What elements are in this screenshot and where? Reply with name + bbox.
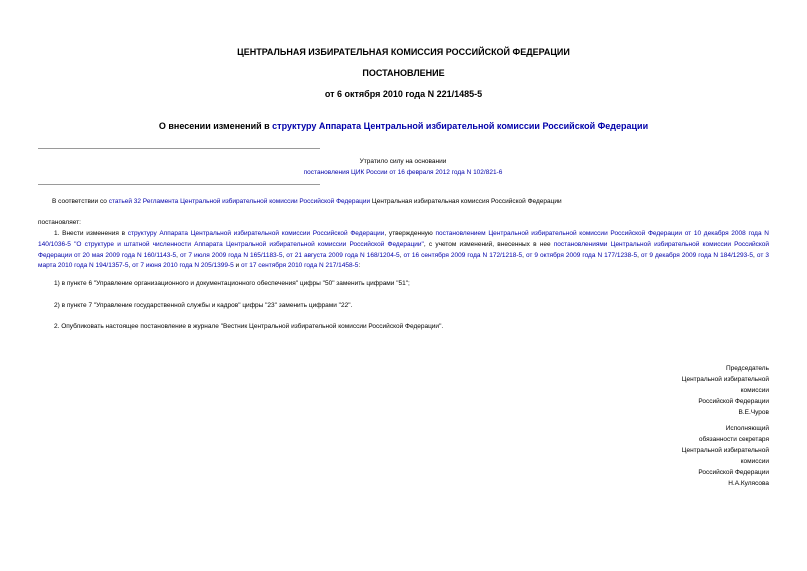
- resolution-172-link[interactable]: от 16 сентября 2009 года N 172/1218-5: [403, 251, 523, 259]
- resolution-140-link[interactable]: постановлением Центральной избирательной комиссии Российской Федерации от 10 декабря 2008 года N 140/1036-5 "О структуре и штатной численности Аппарата Центральной избирательной комиссии Российской Федерации": [38, 230, 769, 248]
- signature-line: комиссии: [740, 387, 769, 394]
- resolution-160-link[interactable]: постановлениями Центральной избирательной комиссии Российской Федерации от 20 мая 2009 года N 160/1143-5: [38, 240, 769, 259]
- lost-force-note: [300, 156, 506, 178]
- resolution-184-link[interactable]: от 9 декабря 2009 года N 184/1293-5: [640, 251, 754, 259]
- item-1-text: , с учетом изменений, внесенных в нее: [423, 240, 554, 248]
- title-structure-link[interactable]: структуру Аппарата Центральной избирательной комиссии Российской Федерации: [272, 121, 649, 131]
- resolves-label: постановляет:: [38, 219, 81, 226]
- item-1-text: ,: [399, 251, 404, 259]
- document-date-number: от 6 октября 2010 года N 221/1485-5: [324, 89, 483, 99]
- item-1-text: 1. Внести изменения в: [54, 230, 128, 237]
- item-1-text: , утвержденную: [384, 230, 436, 237]
- structure-link[interactable]: структуру Аппарата Центральной избирательной комиссии Российской Федерации: [127, 230, 385, 237]
- bottom-divider: [38, 184, 320, 185]
- title-prefix: О внесении изменений в: [158, 121, 273, 131]
- item-1-text: и: [233, 262, 241, 270]
- item-1-text: ,: [522, 251, 526, 259]
- commission-name: ЦЕНТРАЛЬНАЯ ИЗБИРАТЕЛЬНАЯ КОМИССИЯ РОССИЙСКОЙ ФЕДЕРАЦИИ: [237, 47, 570, 57]
- sub-item-2: 2) в пункте 7 "Управление государственной службы и кадров" цифры "23" заменить цифрами "22".: [54, 302, 353, 309]
- signature-line: Н.А.Кулясова: [728, 480, 769, 487]
- resolution-194-link[interactable]: от 3 марта 2010 года N 194/1357-5: [38, 251, 769, 270]
- signature-line: В.Е.Чуров: [738, 409, 769, 416]
- signature-chairman: [609, 363, 769, 418]
- item-1-text: ,: [128, 262, 133, 270]
- signature-line: Российской Федерации: [698, 469, 769, 476]
- item-1-text: ,: [176, 251, 180, 259]
- resolution-205-link[interactable]: от 7 июня 2010 года N 205/1399-5: [132, 262, 234, 270]
- lost-force-link[interactable]: постановления ЦИК России от 16 февраля 2012 года N 102/821-6: [303, 169, 503, 176]
- signature-line: Исполняющий: [725, 425, 769, 432]
- preamble: [52, 197, 772, 208]
- preamble-text-end: Центральная избирательная комиссия Российской Федерации: [370, 198, 562, 205]
- signature-line: Центральной избирательной: [681, 376, 769, 383]
- signature-line: обязанности секретаря: [698, 436, 769, 443]
- document-title: [0, 121, 807, 132]
- signature-line: Центральной избирательной: [681, 447, 769, 454]
- preamble-text-start: В соответствии со: [52, 198, 109, 205]
- resolution-177-link[interactable]: от 9 октября 2009 года N 177/1238-5: [525, 251, 638, 259]
- top-divider: [38, 148, 320, 149]
- item-1-text: :: [358, 262, 361, 270]
- signature-secretary: [609, 423, 769, 489]
- item-1-text: ,: [282, 251, 287, 259]
- resolution-165-link[interactable]: от 7 июля 2009 года N 165/1183-5: [179, 251, 283, 259]
- item-1-text: ,: [753, 251, 757, 259]
- sub-item-1: 1) в пункте 6 "Управление организационного и документационного обеспечения" цифры "50" заменить цифрами "51";: [54, 280, 410, 287]
- document-type: ПОСТАНОВЛЕНИЕ: [362, 68, 445, 78]
- signature-line: Российской Федерации: [698, 398, 769, 405]
- item-1-text: ,: [637, 251, 641, 259]
- signature-line: Председатель: [725, 365, 769, 372]
- resolution-217-link[interactable]: от 17 сентября 2010 года N 217/1458-5: [241, 262, 359, 270]
- item-2: 2. Опубликовать настоящее постановление в журнале "Вестник Центральной избирательной комиссии Российской Федерации".: [54, 323, 444, 330]
- resolution-168-link[interactable]: от 21 августа 2009 года N 168/1204-5: [286, 251, 400, 259]
- reglament-link[interactable]: статьей 32 Регламента Центральной избирательной комиссии Российской Федерации: [108, 198, 371, 205]
- signature-line: комиссии: [740, 458, 769, 465]
- lost-force-text: Утратило силу на основании: [359, 158, 447, 165]
- item-1: [38, 229, 769, 272]
